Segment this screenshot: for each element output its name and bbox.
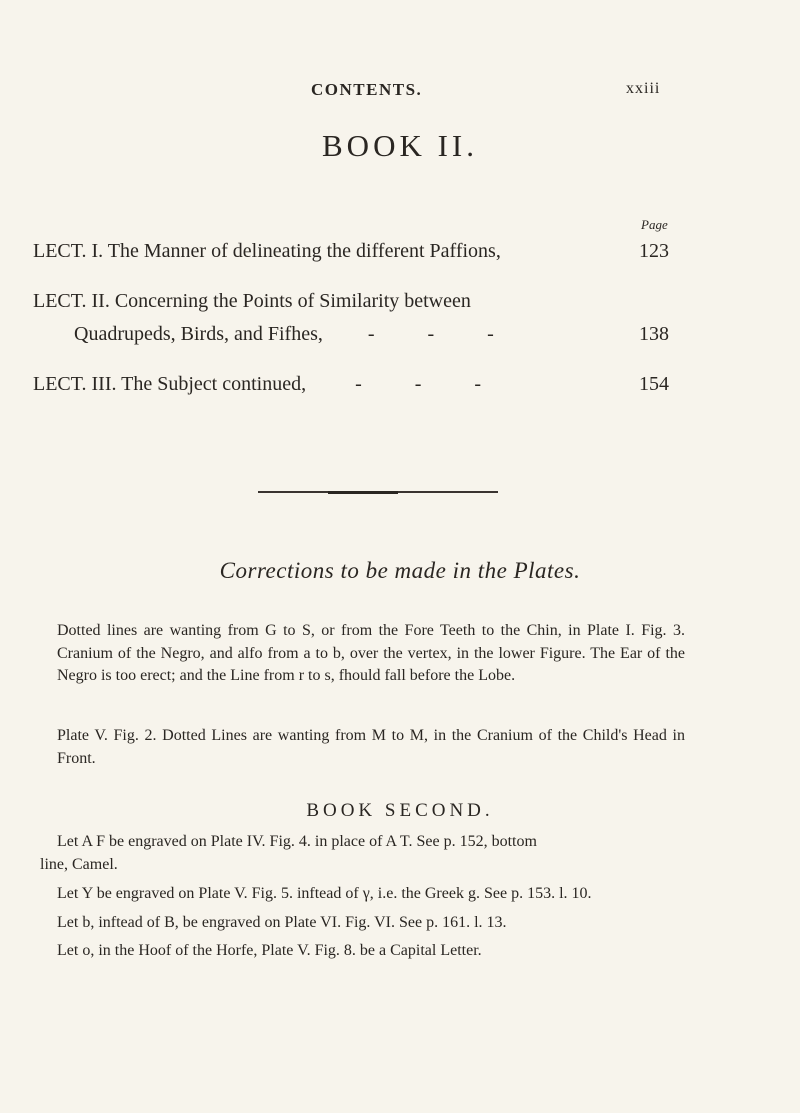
toc-leader-dashes: - - -	[367, 323, 518, 345]
page-folio: xxiii	[626, 80, 661, 97]
erratum-line: line, Camel.	[40, 856, 118, 873]
erratum-line: Let b, inftead of B, be engraved on Plate VI. Fig. VI. See p. 161. l. 13.	[57, 914, 507, 931]
book-title: BOOK II.	[322, 128, 478, 163]
toc-entry-text: LECT. I. The Manner of delineating the different Paffions,	[33, 240, 501, 262]
toc-page-number: 154	[639, 373, 669, 395]
section-heading: BOOK SECOND.	[306, 800, 494, 821]
erratum-line: Let A F be engraved on Plate IV. Fig. 4. in place of A T. See p. 152, bottom	[57, 833, 537, 850]
toc-continuation-text: Quadrupeds, Birds, and Fifhes,	[74, 323, 323, 345]
page-column-label: Page	[641, 217, 668, 232]
correction-paragraph: Dotted lines are wanting from G to S, or from the Fore Teeth to the Chin, in Plate I. Fig. 3. Cranium of the Negro, and alfo from a to b, over the vertex, in the lower Figure. The Ear of the Negro is too erect; and the Line from r to s, fhould fall before the Lobe.	[57, 622, 685, 684]
section-divider	[258, 491, 498, 493]
toc-page-number: 138	[639, 323, 669, 345]
toc-leader-dashes: - - -	[355, 373, 506, 395]
erratum-line: Let o, in the Hoof of the Horfe, Plate V. Fig. 8. be a Capital Letter.	[57, 942, 482, 959]
correction-paragraph: Plate V. Fig. 2. Dotted Lines are wanting from M to M, in the Cranium of the Child's Head in Front.	[57, 727, 685, 767]
toc-entry-label: LECT. III. The Subject continued,	[33, 373, 307, 395]
toc-entry-text	[33, 373, 505, 396]
corrections-title: Corrections to be made in the Plates.	[219, 558, 581, 583]
running-head	[0, 80, 800, 104]
toc-entry-continuation	[74, 323, 518, 346]
erratum-line: Let Y be engraved on Plate V. Fig. 5. inftead of γ, i.e. the Greek g. See p. 153. l. 10.	[57, 885, 592, 902]
toc-entry-text: LECT. II. Concerning the Points of Similarity between	[33, 290, 471, 312]
running-head-title: CONTENTS.	[311, 80, 423, 99]
toc-page-number: 123	[639, 240, 669, 262]
